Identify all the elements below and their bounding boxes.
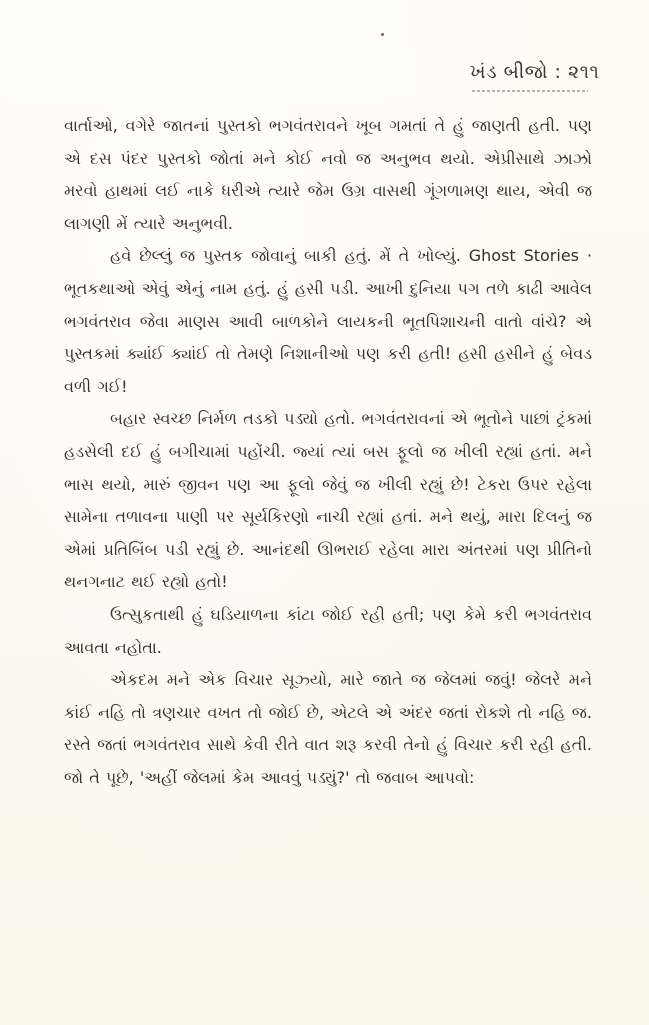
paragraph-2: હવે છેલ્લું જ પુસ્તક જોવાનું બાકી હતું. મેં તે ખોલ્યું. Ghost Stories · ભૂતકથાઓ એવું એનું નામ હતું. હું હસી પડી. આખી દુનિયા પગ તળે કાઢી આવેલ ભગવંતરાવ જેવા માણસ આવી બાળકોને લાયકની ભૂતપિશાચની વાતો વાંચે? એ પુસ્તકમાં ક્યાંઈ ક્યાંઈ તો તેમણે નિશાનીઓ પણ કરી હતી! હસી હસીને હું બેવડ વળી ગઈ! — [64, 246, 592, 396]
running-header: ખંડ બીજો : ૨૧૧ — [470, 61, 600, 83]
body-text — [64, 110, 592, 794]
paragraph-4: ઉત્સુકતાથી હું ઘડિયાળના કાંટા જોઈ રહી હતી; પણ કેમે કરી ભગવંતરાવ આવતા નહોતા. — [64, 604, 592, 657]
ink-speck — [381, 33, 384, 36]
paragraph-1: વાર્તાઓ, વગેરે જાતનાં પુસ્તકો ભગવંતરાવને ખૂબ ગમતાં તે હું જાણતી હતી. પણ એ દસ પંદર પુસ્તકો જોતાં મને કોઈ નવો જ અનુભવ થયો. એપ્રીસાથે ઝાઝો મરવો હાથમાં લઈ નાકે ધરીએ ત્યારે જેમ ઉગ્ર વાસથી ગૂંગળામણ થાય, એવી જ લાગણી મેં ત્યારે અનુભવી. — [64, 116, 592, 233]
paragraph-3: બહાર સ્વચ્છ નિર્મળ તડકો પડ્યો હતો. ભગવંતરાવનાં એ ભૂતોને પાછાં ટ્રંકમાં હડસેલી દઈ હું બગીચામાં પહોંચી. જ્યાં ત્યાં બસ ફૂલો જ ખીલી રહ્યાં હતાં. મને ભાસ થયો, મારું જીવન પણ આ ફૂલો જેવું જ ખીલી રહ્યું છે! ટેકરા ઉપર રહેલા સામેના તળાવના પાણી પર સૂર્યકિરણો નાચી રહ્યાં હતાં. મને થયું, મારા દિલનું જ એમાં પ્રતિબિંબ પડી રહ્યું છે. આનંદથી ઊભરાઈ રહેલા મારા અંતરમાં પણ પ્રીતિનો થનગનાટ થઈ રહ્યો હતો! — [64, 409, 592, 592]
paragraph-5: એકદમ મને એક વિચાર સૂઝ્યો, મારે જાતે જ જેલમાં જવું! જેલરે મને કાંઈ નહિ તો ત્રણચાર વખત તો જોઈ છે, એટલે એ અંદર જતાં રોકશે તો નહિ જ. રસ્તે જતાં ભગવંતરાવ સાથે કેવી રીતે વાત શરૂ કરવી તેનો હું વિચાર કરી રહી હતી. જો તે પૂછે, 'અહીં જેલમાં કેમ આવવું પડ્યું?' તો જવાબ આપવો: — [64, 670, 592, 787]
header-underline — [472, 90, 588, 92]
